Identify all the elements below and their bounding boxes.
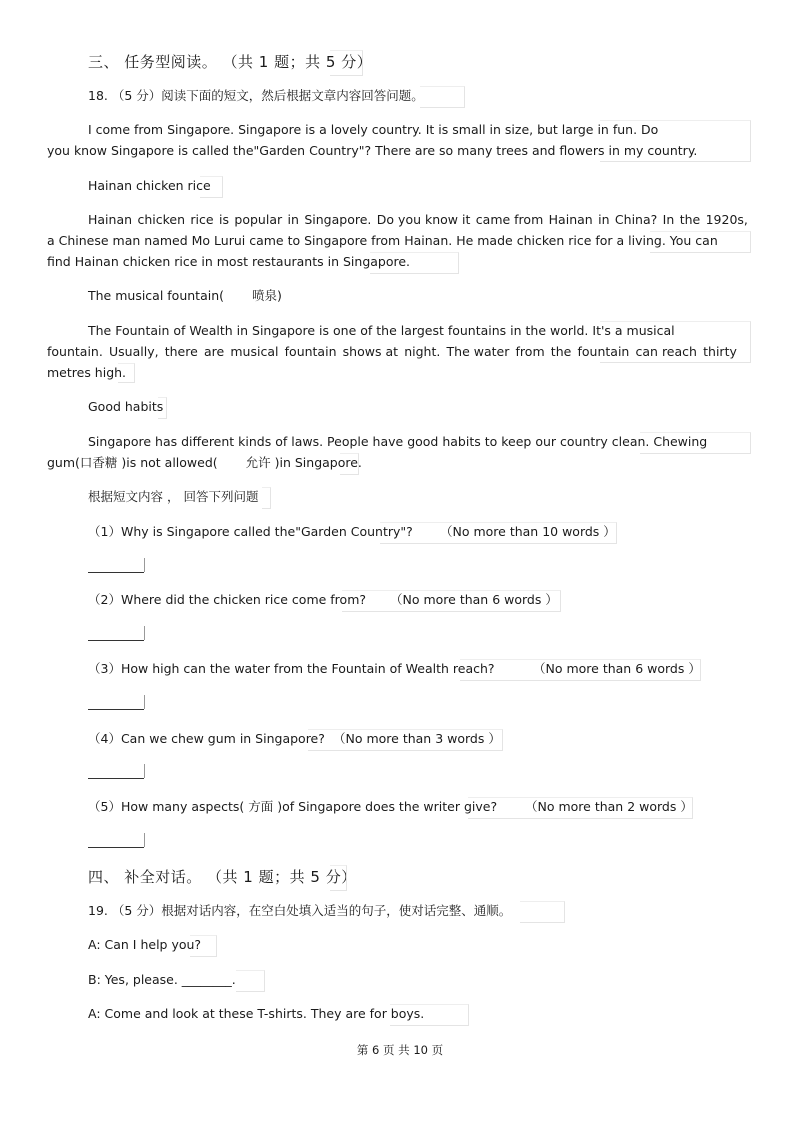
heading-musical-fountain-en: The musical fountain( — [88, 288, 225, 303]
sub-1-box — [380, 522, 617, 544]
h1-box — [200, 176, 223, 198]
p2-word: Hainan — [548, 212, 593, 227]
p2-word: Do you know it — [376, 212, 471, 227]
heading-musical-fountain — [88, 288, 282, 304]
p2-word: popular — [234, 212, 283, 227]
p2-box-2 — [370, 252, 459, 274]
p4-line-1: Singapore has different kinds of laws. People have good habits to keep our country clean. Chewing — [88, 434, 708, 449]
sub-question-1: （1）Why is Singapore called the"Garden Country"? — [88, 524, 413, 539]
p3-word: shows at — [342, 344, 399, 359]
sub-2-box — [342, 590, 561, 612]
p3-word: The water — [446, 344, 510, 359]
p2-word: rice — [190, 212, 214, 227]
sub-question-2: （2）Where did the chicken rice come from? — [88, 592, 367, 607]
p2-word: 1920s, — [705, 212, 748, 227]
p3-word: from — [515, 344, 545, 359]
p3-word: can reach — [635, 344, 697, 359]
sub-4-box — [308, 729, 503, 751]
p2-word: is — [219, 212, 229, 227]
section-3-box — [330, 50, 363, 76]
q18-prompt: 18. （5 分）阅读下面的短文，然后根据文章内容回答问题。 — [88, 88, 424, 103]
sub-question-5: （5）How many aspects( 方面 )of Singapore does the writer give? — [88, 799, 498, 814]
dialog-line-2: B: Yes, please. ________. — [88, 972, 236, 987]
p4-line-2 — [47, 455, 362, 471]
answer-blank-2[interactable] — [88, 640, 144, 641]
section-3-heading: 三、 任务型阅读。 （共 1 题；共 5 分） — [88, 53, 373, 71]
p2-word: China? — [614, 212, 658, 227]
p2-word: In — [662, 212, 675, 227]
p2-word: Singapore. — [304, 212, 372, 227]
heading-hainan-chicken-rice: Hainan chicken rice — [88, 178, 211, 193]
sub-question-5-limit: （No more than 2 words ） — [525, 799, 693, 814]
dialog-line-3: A: Come and look at these T-shirts. They are for boys. — [88, 1006, 425, 1021]
heading-good-habits: Good habits — [88, 399, 164, 414]
answer-blank-5[interactable] — [88, 847, 144, 848]
sub-5-box — [468, 797, 693, 819]
dialog-1-box — [190, 935, 217, 957]
p3-word: Usually, — [109, 344, 159, 359]
p3-line-1: The Fountain of Wealth in Singapore is one of the largest fountains in the world. It's a musical — [88, 323, 675, 338]
p4-line-2-a: gum(口香糖 )is not allowed( — [47, 455, 218, 470]
p3-box — [600, 321, 751, 363]
q18-instruction: 根据短文内容 ， 回答下列问题 — [88, 489, 259, 504]
p2-word: the — [679, 212, 701, 227]
p2-word: in — [598, 212, 610, 227]
sub-question-1-limit: （No more than 10 words ） — [440, 524, 616, 539]
dialog-2-box — [236, 970, 265, 992]
p1-line-1: I come from Singapore. Singapore is a lovely country. It is small in size, but large in fun. Do — [88, 122, 659, 137]
p4-line-2-b: 允许 )in Singapore. — [245, 455, 362, 470]
p1-box — [600, 120, 751, 162]
dialog-3-box — [390, 1004, 469, 1026]
answer-blank-1[interactable] — [88, 572, 144, 573]
p1-line-2: you know Singapore is called the"Garden Country"? There are so many trees and flowers in my country. — [47, 143, 698, 158]
p2-word: chicken — [137, 212, 185, 227]
p3-box-2 — [118, 363, 135, 383]
instruction-box — [262, 487, 271, 509]
p2-word: Hainan — [88, 212, 133, 227]
p2-box — [650, 231, 751, 253]
p2-line-1 — [88, 212, 748, 228]
sub-question-4: （4）Can we chew gum in Singapore? — [88, 731, 325, 746]
section-4-box — [330, 865, 347, 891]
q18-prompt-box — [420, 86, 465, 108]
p2-line-3: find Hainan chicken rice in most restaurants in Singapore. — [47, 254, 411, 269]
q19-prompt: 19. （5 分）根据对话内容，在空白处填入适当的句子，使对话完整、通顺。 — [88, 903, 512, 918]
sub-question-2-limit: （No more than 6 words ） — [390, 592, 558, 607]
p3-word: fountain — [284, 344, 337, 359]
p3-line-3: metres high. — [47, 365, 127, 380]
p4-box — [640, 432, 751, 454]
p2-word: in — [287, 212, 299, 227]
sub-question-3-limit: （No more than 6 words ） — [533, 661, 701, 676]
p3-word: the — [550, 344, 572, 359]
q19-prompt-box — [520, 901, 565, 923]
p3-word: fountain — [577, 344, 630, 359]
sub-3-box — [460, 659, 701, 681]
answer-blank-3[interactable] — [88, 709, 144, 710]
p3-word: thirty — [703, 344, 737, 359]
page-footer: 第 6 页 共 10 页 — [356, 1043, 444, 1057]
p3-word: are — [203, 344, 225, 359]
p2-line-2: a Chinese man named Mo Lurui came to Singapore from Hainan. He made chicken rice for a living. You can — [47, 233, 718, 248]
h3-box — [158, 397, 167, 419]
sub-question-4-limit: （No more than 3 words ） — [333, 731, 501, 746]
answer-blank-4[interactable] — [88, 778, 144, 779]
heading-musical-fountain-zh: 喷泉) — [252, 288, 282, 303]
dialog-line-1: A: Can I help you? — [88, 937, 202, 952]
p3-word: night. — [404, 344, 441, 359]
p3-word: fountain. — [47, 344, 103, 359]
p3-word: musical — [230, 344, 279, 359]
section-4-heading: 四、 补全对话。 （共 1 题；共 5 分） — [88, 868, 357, 886]
p3-word: there — [164, 344, 198, 359]
p2-word: came from — [475, 212, 544, 227]
p4-box-2 — [340, 453, 359, 475]
sub-question-3: （3）How high can the water from the Fountain of Wealth reach? — [88, 661, 495, 676]
